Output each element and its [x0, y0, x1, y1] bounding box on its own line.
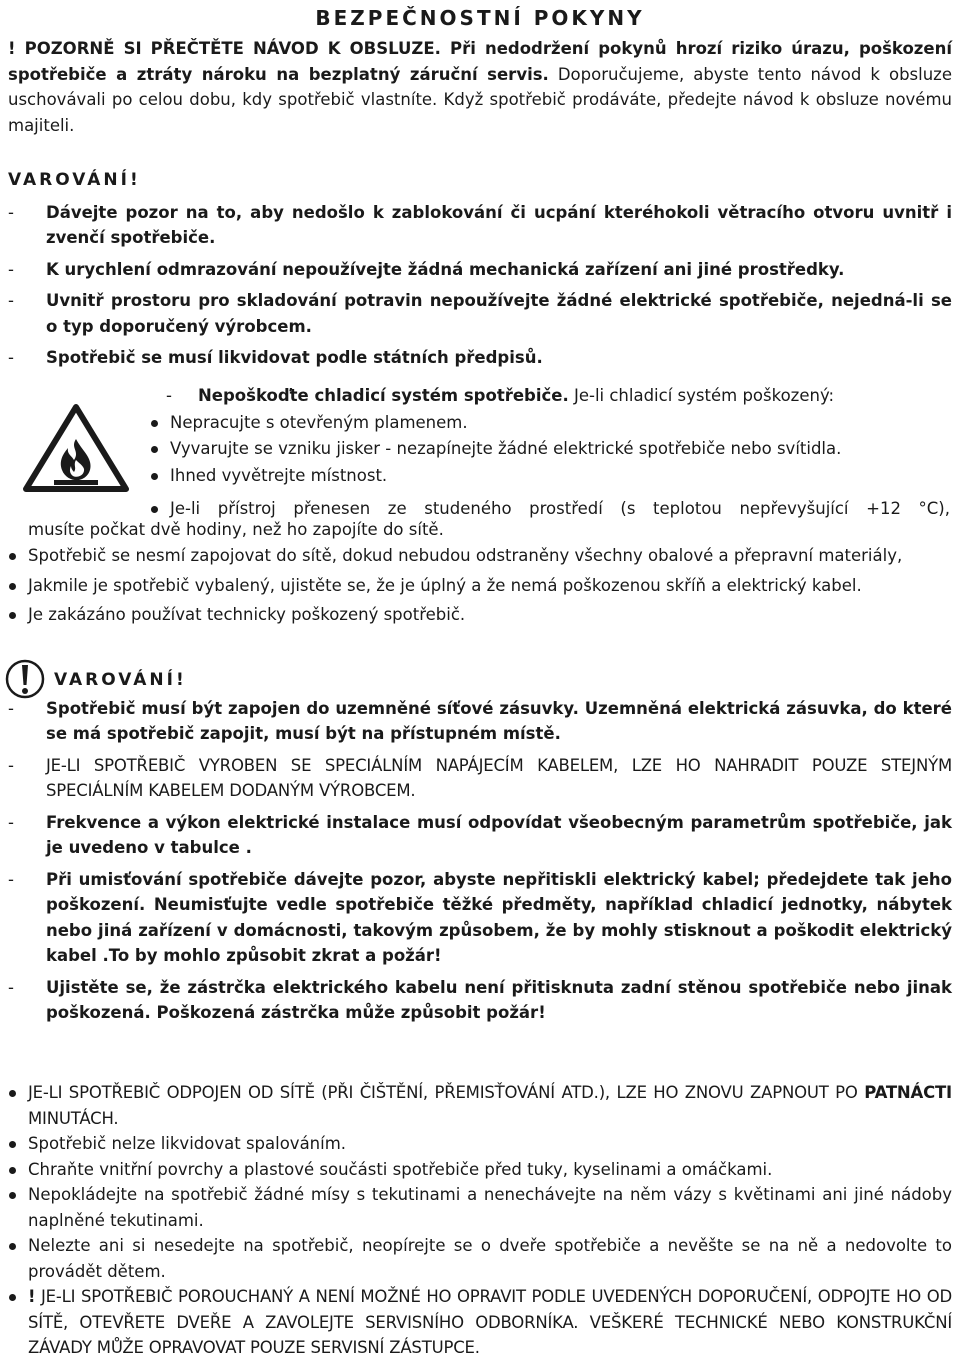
general-bullet: Spotřebič se nesmí zapojovat do sítě, dokud nebudou odstraněny všechny obalové a přepravní materiály, — [8, 543, 952, 569]
transport-note-continued: musíte počkat dvě hodiny, než ho zapojíte do sítě. — [28, 520, 444, 539]
coolant-warning: - Nepoškoďte chladicí systém spotřebiče. Je-li chladicí systém poškozený: — [166, 386, 835, 405]
warning-item: - Při umisťování spotřebiče dávejte pozor, abyste nepřitiskli elektrický kabel; předejdete tak jeho poškození. Neumisťujte vedle spotřebiče těžké předměty, například chladicí jednotky, nábytek nebo jiná zařízení v domácnosti, takovým způsobem, že by mohly stisknout a poškodit elektrický kabel .To by mohlo způsobit zkrat a požár! — [8, 869, 952, 965]
final-bullet: Nelezte ani si nesedejte na spotřebič, neopírejte se o dveře spotřebiče a nevěšte se na ně a nedovolte to provádět dětem. — [8, 1233, 952, 1284]
coolant-bullet: Ihned vyvětrejte místnost. — [150, 463, 950, 489]
flammable-warning-icon — [22, 402, 130, 494]
general-bullets — [8, 543, 952, 628]
warning-item: - Uvnitř prostoru pro skladování potravin nepoužívejte žádné elektrické spotřebiče, nejedná-li se o typ doporučený výrobcem. — [8, 291, 952, 336]
warning-item: - K urychlení odmrazování nepoužívejte žádná mechanická zařízení ani jiné prostředky. — [8, 259, 845, 279]
warning-section-2 — [8, 668, 952, 1026]
general-bullet: Je zakázáno používat technicky poškozený spotřebič. — [8, 602, 952, 628]
general-bullet: Jakmile je spotřebič vybalený, ujistěte se, že je úplný a že nemá poškozenou skříň a elektrický kabel. — [8, 573, 952, 599]
final-bullet: ! JE-LI SPOTŘEBIČ POROUCHANÝ A NENÍ MOŽNÉ HO OPRAVIT PODLE UVEDENÝCH DOPORUČENÍ, ODPOJTE HO OD SÍTĚ, OTEVŘETE DVEŘE A ZAVOLEJTE SERVISNÍHO ODBORNÍKA. VEŠKERÉ TECHNICKÉ NEBO KONSTRUKČNÍ ZÁVADY MŮŽE OPRAVOVAT POUZE SERVISNÍ ZÁSTUPCE. — [8, 1284, 952, 1361]
warning-item: - Ujistěte se, že zástrčka elektrického kabelu není přitisknuta zadní stěnou spotřebiče nebo jinak poškozená. Poškozená zástrčka může způsobit požár! — [8, 977, 952, 1022]
warning-heading: VAROVÁNÍ! — [54, 670, 187, 690]
intro-bold: ! POZORNĚ SI PŘEČTĚTE NÁVOD K OBSLUZE. Při nedodržení pokynů hrozí riziko úrazu, poškození spotřebiče a ztráty nároku na bezplatný záruční servis. — [8, 39, 952, 84]
warning-item: - Dávejte pozor na to, aby nedošlo k zablokování či ucpání kteréhokoli větracího otvoru uvnitř i zvenčí spotřebiče. — [8, 202, 952, 247]
final-bullets — [8, 1080, 952, 1361]
warning-item: - JE-LI SPOTŘEBIČ VYROBEN SE SPECIÁLNÍM NAPÁJECÍM KABELEM, LZE HO NAHRADIT POUZE STEJNÝM SPECIÁLNÍM KABELEM DODANÝM VÝROBCEM. — [8, 755, 952, 800]
warning-heading: VAROVÁNÍ! — [8, 170, 141, 190]
warning-item: - Spotřebič musí být zapojen do uzemněné síťové zásuvky. Uzemněná elektrická zásuvka, do které se má spotřebič zapojit, musí být na přístupném místě. — [8, 698, 952, 743]
warning-item: - Frekvence a výkon elektrické instalace musí odpovídat všeobecným parametrům spotřebiče, jak je uvedeno v tabulce . — [8, 812, 952, 857]
coolant-section — [150, 383, 950, 522]
intro-normal: Doporučujeme, abyste tento návod k obsluze uschovávali po celou dobu, kdy spotřebič vlastníte. Když spotřebič prodáváte, předejte návod k obsluze novému majiteli. — [8, 64, 952, 135]
final-bullet: JE-LI SPOTŘEBIČ ODPOJEN OD SÍTĚ (PŘI ČIŠTĚNÍ, PŘEMISŤOVÁNÍ ATD.), LZE HO ZNOVU ZAPNOUT PO PATNÁCTI MINUTÁCH. — [8, 1080, 952, 1131]
coolant-bullet: Vyvarujte se vzniku jisker - nezapínejte žádné elektrické spotřebiče nebo svítidla. — [150, 436, 950, 462]
page-title: BEZPEČNOSTNÍ POKYNY — [315, 6, 645, 30]
coolant-bullet: Nepracujte s otevřeným plamenem. — [150, 410, 950, 436]
final-bullet: Nepokládejte na spotřebič žádné mísy s tekutinami a nenechávejte na něm vázy s květinami ani jiné nádoby naplněné tekutinami. — [8, 1182, 952, 1233]
warning-item: - Spotřebič se musí likvidovat podle státních předpisů. — [8, 348, 543, 367]
final-bullet: Spotřebič nelze likvidovat spalováním. — [8, 1131, 952, 1157]
final-bullet: Chraňte vnitřní povrchy a plastové součásti spotřebiče před tuky, kyselinami a omáčkami. — [8, 1157, 952, 1183]
warning-section-1 — [8, 168, 952, 371]
intro-paragraph — [8, 36, 952, 138]
transport-note: Je-li přístroj přenesen ze studeného prostředí (s teplotou nepřevyšující +12 °C), — [150, 496, 950, 522]
